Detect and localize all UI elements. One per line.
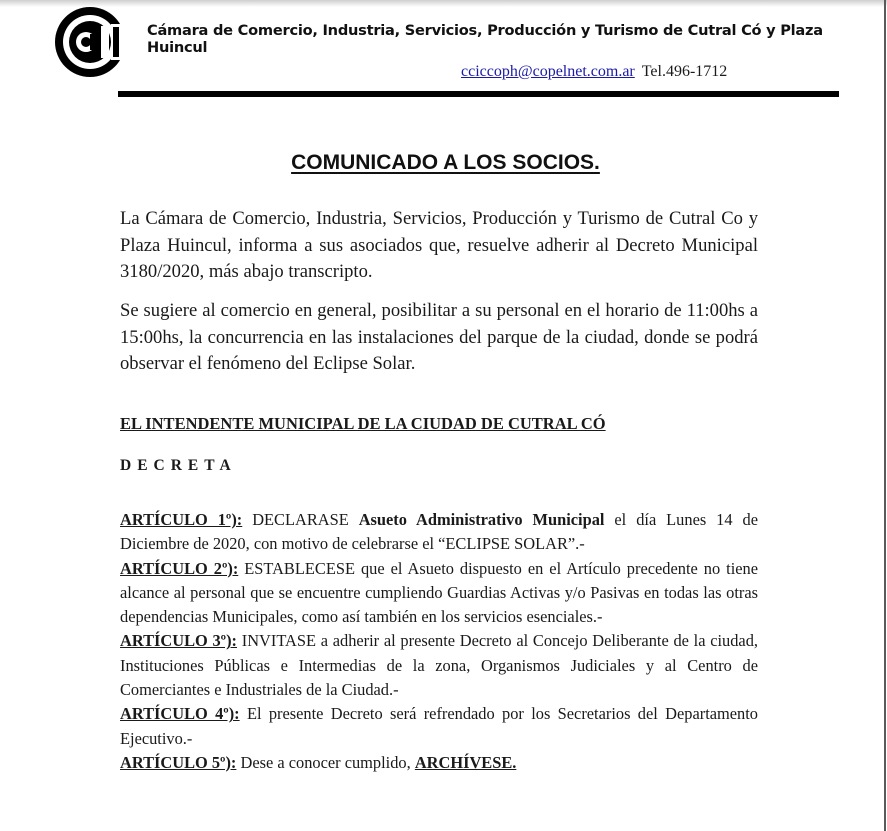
article-2: [120, 557, 758, 630]
article-5: [120, 751, 758, 775]
article-1: [120, 508, 758, 557]
decree-articles: [120, 508, 758, 775]
article-label: ARTÍCULO 4º):: [120, 704, 240, 724]
decree-heading: EL INTENDENTE MUNICIPAL DE LA CIUDAD DE CUTRAL CÓ: [120, 414, 606, 433]
contact-line: [461, 63, 727, 81]
organization-name: Cámara de Comercio, Industria, Servicios, Producción y Turismo de Cutral Có y Plaza Huincul: [147, 22, 823, 56]
decreta-label: DECRETA: [120, 457, 237, 474]
suggestion-paragraph: Se sugiere al comercio en general, posibilitar a su personal en el horario de 11:00hs a 15:00hs, la concurrencia en las instalaciones del parque de la ciudad, donde se podrá observar el fenómeno del Eclipse Solar.: [120, 300, 758, 374]
chamber-logo-icon: [49, 6, 131, 78]
article-label: ARTÍCULO 1º):: [120, 510, 243, 529]
article-3: [120, 629, 758, 702]
article-label: ARTÍCULO 5º):: [120, 752, 237, 772]
article-text: El presente Decreto será refrendado por los Secretarios del Departamento Ejecutivo.-: [120, 704, 758, 748]
phone-number: Tel.496-1712: [641, 63, 728, 80]
article-4: [120, 702, 758, 751]
page-top-shadow: [0, 0, 887, 7]
archivese-text: ARCHÍVESE.: [414, 752, 517, 772]
article-text: ESTABLECESE que el Asueto dispuesto en el Artículo precedente no tiene alcance al personal que se encuentre cumpliendo Guardias Activas y/o Pasivas en todas las otras dependencias Municipales, como así también en los servicios esenciales.-: [120, 558, 758, 627]
page-right-edge: [884, 0, 886, 831]
article-text: DECLARASE: [242, 510, 359, 529]
article-text: el día Lunes 14 de Diciembre de 2020, con motivo de celebrarse el “ECLIPSE SOLAR”.-: [120, 510, 758, 554]
article-label: ARTÍCULO 3º):: [120, 631, 238, 651]
article-text: Dese a conocer cumplido,: [236, 752, 415, 772]
article-label: ARTÍCULO 2º):: [120, 558, 239, 578]
email-link[interactable]: cciccoph@copelnet.com.ar: [461, 63, 635, 80]
header-divider: [118, 91, 839, 97]
article-bold-text: Asueto Administrativo Municipal: [358, 510, 605, 529]
article-text: INVITASE a adherir al presente Decreto al Concejo Deliberante de la ciudad, Instituciones Públicas e Intermedias de la zona, Organismos Judiciales y al Centro de Comerciantes e Industriales de la Ciudad.-: [120, 631, 758, 700]
page-title: COMUNICADO A LOS SOCIOS.: [291, 151, 600, 174]
intro-paragraph: La Cámara de Comercio, Industria, Servicios, Producción y Turismo de Cutral Co y Plaza Huincul, informa a sus asociados que, resuelve adherir al Decreto Municipal 3180/2020, más abajo transcripto.: [120, 208, 758, 282]
